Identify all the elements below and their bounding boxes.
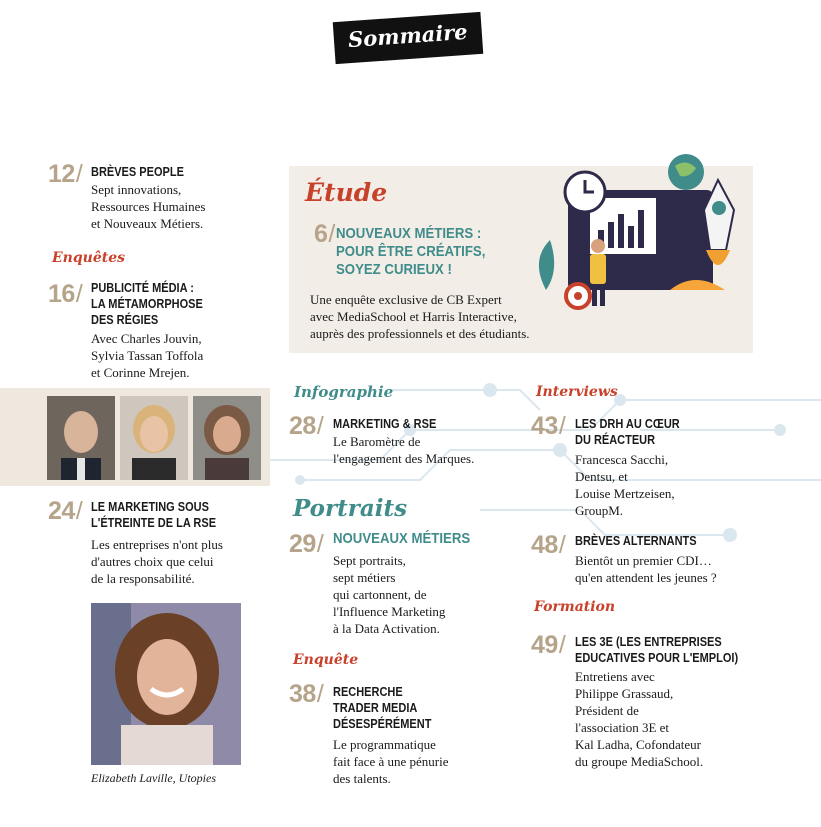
drh-title: LES DRH AU CŒUR DU RÉACTEUR [575,417,680,447]
pub-media-desc: Avec Charles Jouvin, Sylvia Tassan Toffola et Corinne Mrejen. [91,331,204,380]
nouveaux-metiers-title: NOUVEAUX MÉTIERS [333,530,471,547]
section-label-interviews: Interviews [536,384,618,400]
breves-alternants-title: BRÈVES ALTERNANTS [575,534,697,548]
photo-corinne-mrejen [193,396,261,480]
section-label-etude: Étude [305,178,388,207]
recherche-desc: Le programmatique fait face à une pénurie des talents. [333,737,449,786]
marketing-rse-left-title: LE MARKETING SOUS L'ÉTREINTE DE LA RSE [91,500,217,530]
breves-alternants-desc: Bientôt un premier CDI… qu'en attendent les jeunes ? [575,553,717,585]
photo-sylvia-tassan-toffola [120,396,188,480]
marketing-rse-desc: Le Baromètre de l'engagement des Marques. [333,434,475,466]
page-number-24: 24/ [48,497,83,525]
sommaire-banner [333,12,484,64]
page-number-29: 29/ [289,530,324,558]
marketing-rse-title: MARKETING & RSE [333,417,437,431]
section-label-infographie: Infographie [294,383,394,401]
section-label-enquetes: Enquêtes [52,250,125,266]
pub-media-title: PUBLICITÉ MÉDIA : LA MÉTAMORPHOSE DES RÉGIES [91,281,203,327]
page-number-43: 43/ [531,412,566,440]
etude-desc: Une enquête exclusive de CB Expert avec MediaSchool et Harris Interactive, auprès des professionnels et des étudiants. [310,292,530,341]
section-label-enquete: Enquête [293,652,359,668]
breves-people-desc: Sept innovations, Ressources Humaines et Nouveaux Métiers. [91,182,206,231]
photo-elizabeth-laville [91,603,241,765]
breves-people-title: BRÈVES PEOPLE [91,165,184,179]
section-label-formation: Formation [534,599,616,615]
drh-desc: Francesca Sacchi, Dentsu, et Louise Mertzeisen, GroupM. [575,452,675,518]
les3e-desc: Entretiens avec Philippe Grassaud, Président de l'association 3E et Kal Ladha, Cofondateur du groupe MediaSchool. [575,669,704,769]
les3e-title: LES 3E (LES ENTREPRISES EDUCATIVES POUR L'EMPLOI) [575,635,739,665]
page-number-6: 6/ [314,220,335,248]
etude-illustration [520,150,750,320]
etude-title: NOUVEAUX MÉTIERS : POUR ÊTRE CRÉATIFS, SOYEZ CURIEUX ! [336,225,486,278]
page-number-16: 16/ [48,280,83,308]
page-number-48: 48/ [531,531,566,559]
page-number-49: 49/ [531,631,566,659]
page-title: Sommaire [347,18,469,53]
page-number-12: 12/ [48,160,83,188]
page-number-28: 28/ [289,412,324,440]
page-number-38: 38/ [289,680,324,708]
nouveaux-metiers-desc: Sept portraits, sept métiers qui cartonnent, de l'Influence Marketing à la Data Activation. [333,553,446,636]
section-label-portraits: Portraits [293,495,408,522]
marketing-rse-left-desc: Les entreprises n'ont plus d'autres choix que celui de la responsabilité. [91,537,223,586]
recherche-title: RECHERCHE TRADER MEDIA DÉSESPÉRÉMENT [333,685,432,731]
photo-charles-jouvin [47,396,115,480]
photo-caption: Elizabeth Laville, Utopies [91,771,216,785]
